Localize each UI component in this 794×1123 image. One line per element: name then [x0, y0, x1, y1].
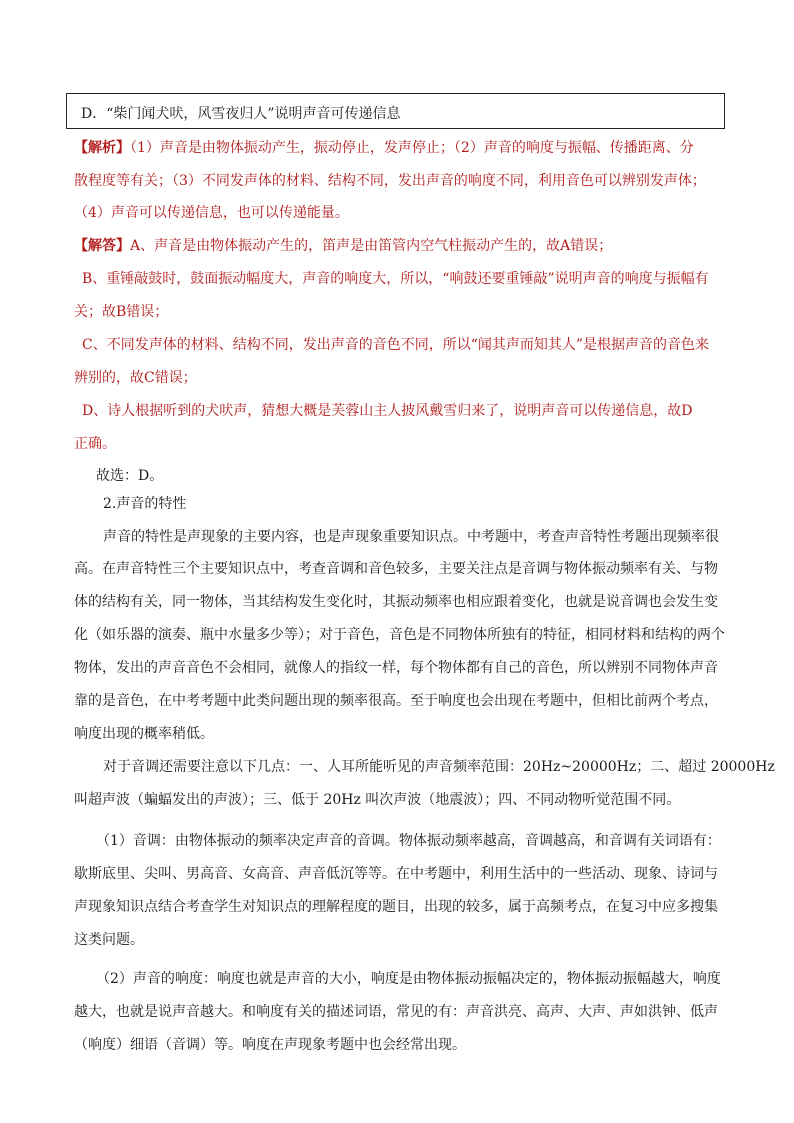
paragraph-line: 高。在声音特性三个主要知识点中，考查音调和音色较多，主要关注点是音调与物体振动频率有关、与物: [74, 561, 718, 577]
paragraph-line: 越大，也就是说声音越大。和响度有关的描述词语，常见的有：声音洪亮、高声、大声、声如洪钟、低声: [74, 1004, 718, 1020]
option-d-box: [66, 93, 725, 129]
paragraph-line: （2）声音的响度：响度也就是声音的大小，响度是由物体振动振幅决定的，物体振动振幅越大，响度: [96, 971, 721, 987]
answer-line-c2: 辨别的，故C错误；: [74, 370, 197, 386]
answer-line-b2: 关；故B错误；: [74, 304, 169, 320]
analysis-line-1: 【解析】（1）声音是由物体振动产生，振动停止，发声停止；（2）声音的响度与振幅、传播距离、分: [74, 140, 694, 156]
paragraph-line: 声音的特性是声现象的主要内容，也是声现象重要知识点。中考题中，考查声音特性考题出现频率很: [103, 529, 719, 545]
answer-tag: 【解答】: [74, 238, 130, 254]
answer-line-d1: D、诗人根据听到的犬吠声，猜想大概是芙蓉山主人披风戴雪归来了，说明声音可以传递信息，故D: [82, 403, 693, 419]
analysis-tag: 【解析】: [74, 140, 130, 156]
paragraph-line: 对于音调还需要注意以下几点：一、人耳所能听见的声音频率范围：20Hz~20000Hz；二、超过 20000Hz: [103, 759, 775, 775]
paragraph-line: 叫超声波（蝙蝠发出的声波）；三、低于 20Hz 叫次声波（地震波）；四、不同动物听觉范围不同。: [74, 792, 681, 808]
analysis-line-2: 散程度等有关；（3）不同发声体的材料、结构不同，发出声音的响度不同，利用音色可以辨别发声体；: [74, 173, 706, 189]
answer-line-b1: B、重锤敲鼓时，鼓面振动幅度大，声音的响度大，所以，“响鼓还要重锤敲”说明声音的响度与振幅有: [82, 271, 709, 287]
option-d-text: D．“柴门闻犬吠，风雪夜归人”说明声音可传递信息: [81, 106, 401, 122]
analysis-line-3: （4）声音可以传递信息，也可以传递能量。: [74, 205, 349, 221]
paragraph-line: （1）音调：由物体振动的频率决定声音的音调。物体振动频率越高，音调越高，和音调有关词语有：: [96, 833, 721, 849]
section-heading: 2.声音的特性: [103, 496, 187, 512]
answer-choice: 故选：D。: [96, 468, 164, 484]
answer-line-d2: 正确。: [74, 436, 116, 452]
paragraph-line: 歇斯底里、尖叫、男高音、女高音、声音低沉等等。在中考题中，利用生活中的一些活动、现象、诗词与: [74, 866, 718, 882]
paragraph-line: （响度）细语（音调）等。响度在声现象考题中也会经常出现。: [74, 1037, 466, 1053]
paragraph-line: 体的结构有关，同一物体，当其结构发生变化时，其振动频率也相应跟着变化，也就是说音调也会发生变: [74, 594, 718, 610]
answer-line-a: 【解答】A、声音是由物体振动产生的，笛声是由笛管内空气柱振动产生的，故A错误；: [74, 238, 613, 254]
paragraph-line: 这类问题。: [74, 932, 144, 948]
paragraph-line: 声现象知识点结合考查学生对知识点的理解程度的题目，出现的较多，属于高频考点，在复习中应多搜集: [74, 899, 718, 915]
answer-line-c1: C、不同发声体的材料、结构不同，发出声音的音色不同，所以“闻其声而知其人”是根据声音的音色来: [82, 337, 710, 353]
paragraph-line: 物体，发出的声音音色不会相同，就像人的指纹一样，每个物体都有自己的音色，所以辨别不同物体声音: [74, 660, 718, 676]
paragraph-line: 化（如乐器的演奏、瓶中水量多少等）；对于音色，音色是不同物体所独有的特征，相同材料和结构的两个: [74, 627, 725, 643]
paragraph-line: 响度出现的概率稍低。: [74, 726, 214, 742]
paragraph-line: 靠的是音色，在中考考题中此类问题出现的频率很高。至于响度也会出现在考题中，但相比前两个考点，: [74, 693, 718, 709]
